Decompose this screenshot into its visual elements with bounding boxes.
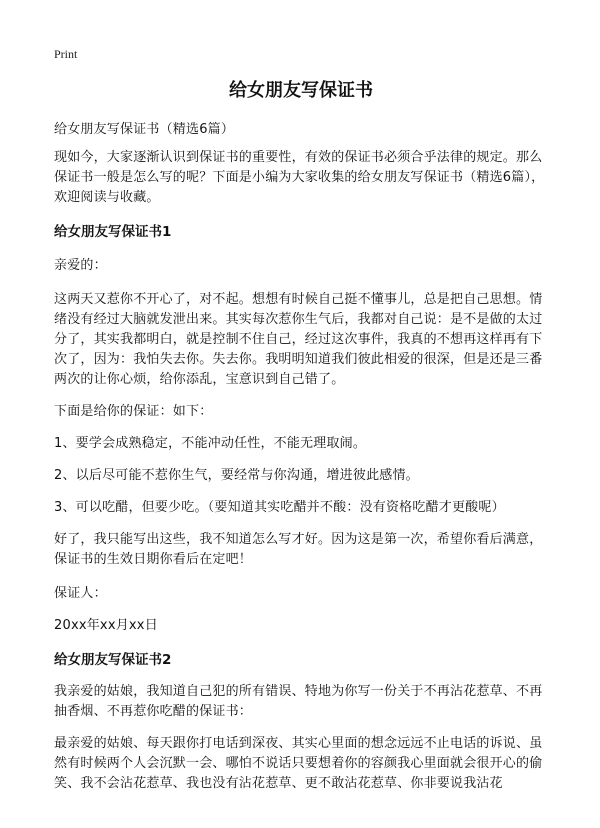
document-title: 给女朋友写保证书 bbox=[229, 80, 373, 101]
section-1-date: 20xx年xx月xx日 bbox=[54, 618, 158, 633]
section-1-guarantor: 保证人： bbox=[54, 586, 107, 601]
section-1-item-3: 3、可以吃醋，但要少吃。（要知道其实吃醋并不酸：没有资格吃醋才更酸呢） bbox=[54, 500, 505, 515]
section-1-body: 这两天又惹你不开心了，对不起。想想有时候自己挺不懂事儿，总是把自己思想。情绪没有经过大脑就发泄出来。其实每次惹你生气后，我都对自己说：是不是做的太过分了，其实我都明白，就是控制不住自己，经过这次事件，我真的不想再这样再有下次了，因为：我怕失去你。失去你。我明明知道我们彼此相爱的很深，但是还是三番两次的让你心烦，给你添乱，宝意识到自己错了。 bbox=[54, 292, 543, 387]
section-1-greeting: 亲爱的： bbox=[54, 258, 107, 273]
document bbox=[54, 78, 548, 794]
section-1-item-1: 1、要学会成熟稳定，不能冲动任性，不能无理取闹。 bbox=[54, 436, 367, 451]
section-2-heading: 给女朋友写保证书2 bbox=[54, 652, 172, 668]
document-subtitle: 给女朋友写保证书（精选6篇） bbox=[54, 122, 235, 137]
intro-paragraph: 现如今，大家逐渐认识到保证书的重要性，有效的保证书必须合乎法律的规定。那么保证书一般是怎么写的呢？下面是小编为大家收集的给女朋友写保证书（精选6篇），欢迎阅读与收藏。 bbox=[54, 150, 545, 205]
section-2-paragraph-1: 我亲爱的姑娘，我知道自己犯的所有错误、特地为你写一份关于不再沾花惹草、不再抽香烟、不再惹你吃醋的保证书： bbox=[54, 684, 543, 719]
print-link[interactable]: Print bbox=[54, 47, 78, 61]
section-2-paragraph-2: 最亲爱的姑娘、每天跟你打电话到深夜、其实心里面的想念远远不止电话的诉说、虽然有时候两个人会沉默一会、哪怕不说话只要想着你的容颜我心里面就会很开心的偷笑、我不会沾花惹草、我也没有沾花惹草、更不敢沾花惹草、你非要说我沾花 bbox=[54, 736, 543, 791]
section-1-item-2: 2、以后尽可能不惹你生气，要经常与你沟通，增进彼此感情。 bbox=[54, 468, 419, 483]
section-1-heading: 给女朋友写保证书1 bbox=[54, 224, 172, 240]
section-1-lead: 下面是给你的保证：如下： bbox=[54, 404, 213, 419]
section-1-closing: 好了，我只能写出这些，我不知道怎么写才好。因为这是第一次，希望你看后满意，保证书的生效日期你看后在定吧！ bbox=[54, 532, 543, 567]
